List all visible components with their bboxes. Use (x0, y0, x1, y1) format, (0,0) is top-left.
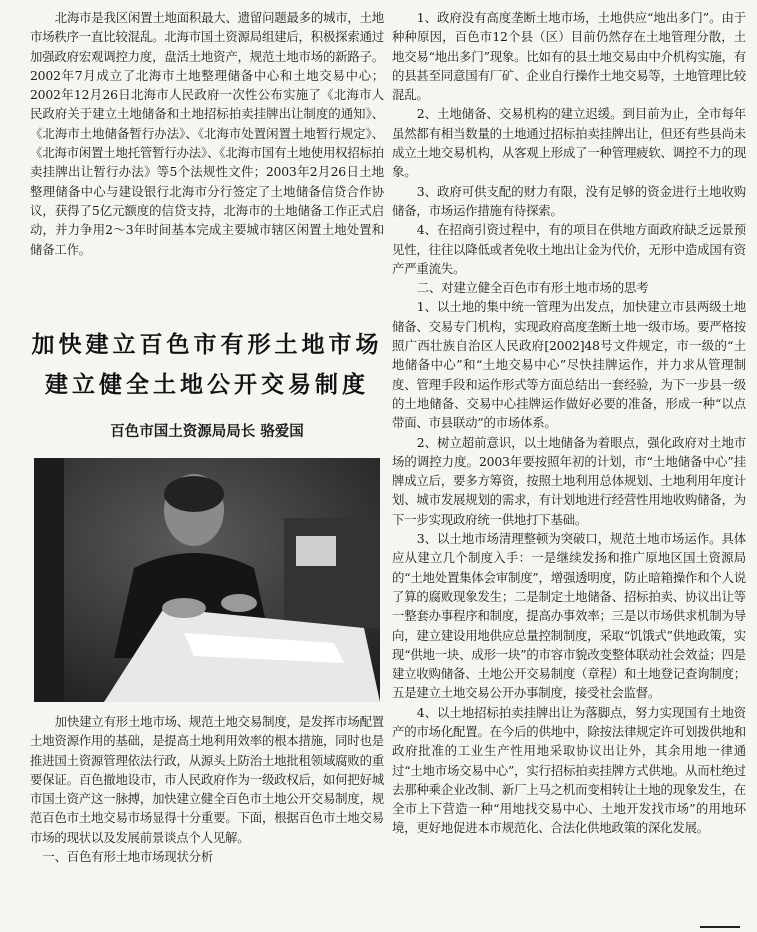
author-photo (34, 458, 380, 702)
page-footer-rule (700, 926, 740, 928)
author-byline: 百色市国土资源局局长 骆爱国 (110, 424, 304, 440)
paragraph: 1、政府没有高度垄断土地市场，土地供应“地出多门”。由于种种原因，百色市12个县（区）目前仍然存在土地管理分散，土地交易“地出多门”现象。比如有的县土地交易由中介机构实施，有的县甚至同意国有厂矿、企业自行操作土地交易等，土地管理比较混乱。 (392, 10, 746, 103)
left-top-column (30, 8, 384, 259)
paragraph: 加快建立有形土地市场、规范土地交易制度，是发挥市场配置土地资源作用的基础，是提高土地利用效率的根本措施，同时也是推进国土资源管理依法行政，从源头上防治土地批租领域腐败的重要保证。百色撤地设市，市人民政府作为一级政权后，如何把好城市国土资产这一脉搏，加快建立健全百色市土地公开交易制度，规范百色市土地交易市场显得十分重要。下面，根据百色市土地交易市场的现状以及发展前景谈点个人见解。 (30, 714, 384, 845)
photo-illustration (34, 458, 380, 702)
section-subhead: 二、对建立健全百色市有形土地市场的思考 (416, 280, 649, 296)
paragraph: 2、土地储备、交易机构的建立迟缓。到目前为止，全市每年虽然都有相当数量的土地通过招标拍卖挂牌出让，但还有些县尚未成立土地交易机构，从客观上形成了一种管理疲软、调控不力的现象。 (392, 106, 746, 180)
right-column (392, 8, 746, 838)
paragraph: 2、树立超前意识，以土地储备为着眼点，强化政府对土地市场的调控力度。2003年要按照年初的计划，市“土地储备中心”挂牌成立后，要多方筹资，按照土地利用总体规划、土地利用年度计划、城市发展规划的需求，有计划地进行经营性用地收购储备，为下一步实现政府统一供地打下基础。 (392, 434, 746, 527)
paragraph: 3、以土地市场清理整顿为突破口，规范土地市场运作。具体应从建立几个制度入手：一是继续发扬和推广原地区国土资源局的“土地处置集体会审制度”，增强透明度，防止暗箱操作和个人说了算的腐败现象发生；二是制定土地储备、招标拍卖、协议出让等一整套办事程序和制度，提高办事效率；三是以市场供求机制为导向，建立建设用地供应总量控制制度，采取“饥饿式”供地政策，实现“供地一块、成形一块”的市容市貌改变整体联动社会效益；四是建立收购储备、土地公开交易制度（章程）和土地登记查询制度；五是建立土地交易公开办事制度，接受社会监督。 (392, 531, 746, 701)
paragraph: 4、以土地招标拍卖挂牌出让为落脚点，努力实现国有土地资产的市场化配置。在今后的供地中，除按法律规定许可划拨供地和政府批准的工业生产性用地采取协议出让外，其余用地一律通过“土地市场交易中心”，实行招标拍卖挂牌方式供地。从而杜绝过去那种乘企业改制、新厂上马之机而变相转让土地的现象发生，在全市上下营造一种“用地找交易中心、土地开发找市场”的用地环境，更好地促进本市规范化、合法化供地政策的深化发展。 (392, 704, 746, 836)
paragraph: 北海市是我区闲置土地面积最大、遗留问题最多的城市，土地市场秩序一直比较混乱。北海市国土资源局组建后，积极探索通过加强政府宏观调控力度，盘活土地资产，规范土地市场的新路子。2002年7月成立了北海市土地整理储备中心和土地交易中心；2002年12月26日北海市人民政府一次性公布实施了《北海市人民政府关于建立土地储备和土地招标拍卖挂牌出让制度的通知》、《北海市土地储备暂行办法》、《北海市处置闲置土地暂行规定》、《北海市闲置土地托管暂行办法》、《北海市国有土地使用权招标拍卖挂牌出让暂行办法》等5个法规性文件；2003年2月26日土地整理储备中心与建设银行北海市分行签定了土地储备信贷合作协议，获得了5亿元额度的信贷支持，北海市的土地储备工作正式启动，并力争用2～3年时间基本完成主要城市辖区闲置土地处置和储备工作。 (30, 10, 384, 257)
headline-line-1: 加快建立百色市有形土地市场 (31, 332, 383, 358)
paragraph: 4、在招商引资过程中，有的项目在供地方面政府缺乏远景预见性，往往以降低或者免收土地出让金为代价，无形中造成国有资产严重流失。 (392, 222, 746, 276)
section-subhead: 一、百色有形土地市场现状分析 (42, 849, 214, 865)
paragraph: 3、政府可供支配的财力有限，没有足够的资金进行土地收购储备，市场运作措施有待探索。 (392, 183, 746, 218)
headline-line-2: 建立健全土地公开交易制度 (45, 372, 369, 398)
left-bottom-column (30, 712, 384, 866)
paragraph: 1、以土地的集中统一管理为出发点，加快建立市县两级土地储备、交易专门机构，实现政府高度垄断土地一级市场。要严格按照广西壮族自治区人民政府[2002]48号文件规定，市一级的“土地储备中心”和“土地交易中心”尽快挂牌运作，并力求从管理制度、管理手段和运作形式等方面总结出一套经验，为下一步县一级的土地储备、交易中心挂牌运作做好必要的准备，形成一种“以点带面、市县联动”的市场体系。 (392, 299, 746, 431)
